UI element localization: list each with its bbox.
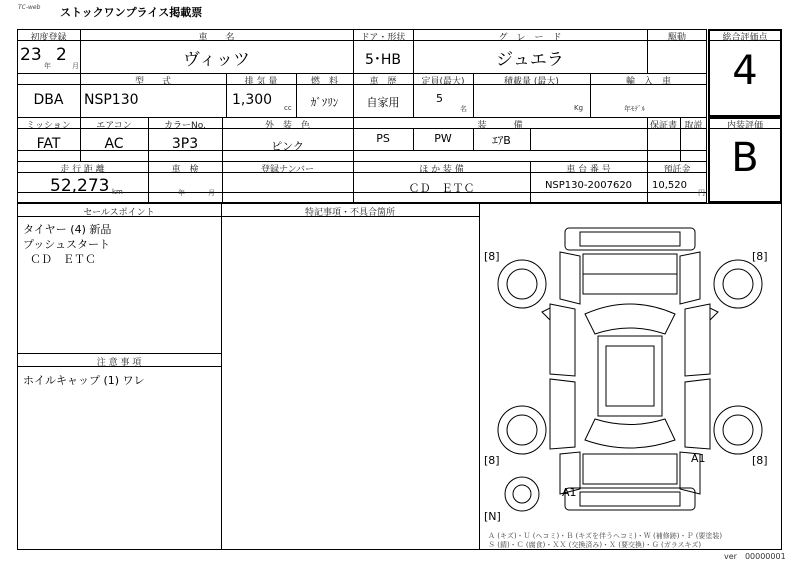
label-door-shape: ドア・形状 [360,33,406,43]
label-import: 輸 入 車 [625,77,671,87]
tire-rl-label: [8] [484,454,500,467]
unit-yen: 円 [698,189,705,197]
chassis-no: NSP130-2007620 [544,180,633,191]
color-no: 3P3 [171,136,199,152]
label-mission: ミッション [26,121,71,131]
unit-year: 年 [44,62,51,70]
label-history: 車 歴 [369,77,397,87]
interior-score: B [731,135,759,181]
legend-line: Ａ (キズ)・Ｕ (ヘコミ)・Ｂ (キズを伴うヘコミ)・Ｗ (補修跡)・Ｐ (要塗装) [488,532,723,540]
sales-point-item: プッシュスタート [23,238,111,251]
front-bumper [565,228,695,250]
label-capacity: 定員(最大) [421,77,465,87]
unit-month: 月 [72,62,79,70]
displacement: 1,300 [232,92,273,108]
reg-month: 2 [56,45,67,65]
label-interior: 内装評価 [726,121,763,131]
tire-fl-label: [8] [484,250,500,263]
spare-label: [N] [484,510,501,523]
car-name: ヴィッツ [183,50,250,70]
equip-ps: PS [376,132,390,145]
model: NSP130 [84,92,139,108]
label-equipment: 装 備 [477,121,523,131]
label-inspection: 車 検 [171,165,199,175]
label-cautions: 注 意 事 項 [96,358,142,368]
tire-fr-label: [8] [752,250,768,263]
legend-line: Ｓ (錆)・Ｃ (腐食)・ＸＸ (交換済み)・Ｘ (要交換)・Ｇ (ガラスキズ) [488,541,702,549]
label-score: 総合評価点 [722,33,768,43]
unit-cc: cc [284,104,292,112]
roof [598,336,662,416]
label-fuel: 燃 料 [310,77,338,87]
label-ext-color: 外 装 色 [264,121,310,131]
caution-item: ホイルキャップ (1) ワレ [23,374,145,387]
ext-color: ピンク [271,140,304,153]
sales-points-list [23,222,111,267]
trunk [583,454,677,484]
door-shape: 5･HB [364,52,402,68]
spare-tire [505,477,539,511]
label-drive: 駆動 [667,33,686,43]
capacity: 5 [436,92,443,105]
label-other-equip: ほ か 装 備 [419,165,464,175]
tire-rear-right [714,406,762,454]
unit-kg: Kg [574,104,584,112]
equip-airbag: ｴｱB [492,134,511,147]
unit-insp-month: 月 [208,189,215,197]
label-color-no: カラーNo. [164,121,206,131]
label-warranty: 保証書 [649,121,677,131]
history: 自家用 [366,96,400,109]
unit-persons: 名 [460,105,467,113]
equip-pw: PW [434,132,452,145]
label-mileage: 走 行 距 離 [60,165,105,175]
rear-bumper [565,488,695,510]
label-deposit: 預託金 [663,165,691,175]
cautions-list [23,373,145,388]
document-title: ストックワンプライス掲載票 [60,6,203,19]
label-remarks: 特記事項・不具合箇所 [304,208,395,218]
version: ver 00000001 [724,552,786,561]
car-damage-diagram [480,204,781,550]
unit-km: km [112,188,123,196]
other-equip: ＣＤ ＥＴＣ [408,182,475,195]
label-car-name: 車 名 [198,33,235,43]
overall-score: 4 [732,48,758,94]
deposit: 10,520 [652,180,687,191]
reg-year: 23 [20,45,42,65]
label-chassis-no: 車 台 番 号 [566,165,611,175]
unit-insp-year: 年 [178,189,185,197]
label-grade: グ レ ー ド [498,33,562,43]
label-manual: 取説 [684,121,703,131]
mission: FAT [36,136,61,152]
tire-front-right [714,260,762,308]
label-first-reg: 初度登録 [30,33,67,43]
label-sales-points: セールスポイント [83,208,155,218]
fuel: ｶﾞｿﾘﾝ [310,96,339,109]
model-prefix: DBA [33,92,64,108]
grade: ジュエラ [496,50,564,70]
label-load: 積載量 (最大) [504,77,559,87]
label-model: 型 式 [134,77,171,87]
sales-point-item: ＣＤ ＥＴＣ [23,253,96,266]
label-displacement: 排 気 量 [244,77,278,87]
unit-model-year: 年ﾓﾃﾞﾙ [624,105,645,113]
label-aircon: エアコン [96,121,132,131]
damage-mark-a1: A1 [562,486,577,499]
tire-rr-label: [8] [752,454,768,467]
label-reg-plate: 登録ナンバー [261,165,314,175]
damage-mark-a1: A1 [691,452,706,465]
logo: TC-web [18,4,41,11]
tire-front-left [498,260,546,308]
tire-rear-left [498,406,546,454]
aircon: AC [104,136,124,152]
sales-point-item: タイヤー (4) 新品 [23,223,112,236]
mileage: 52,273 [50,176,110,196]
